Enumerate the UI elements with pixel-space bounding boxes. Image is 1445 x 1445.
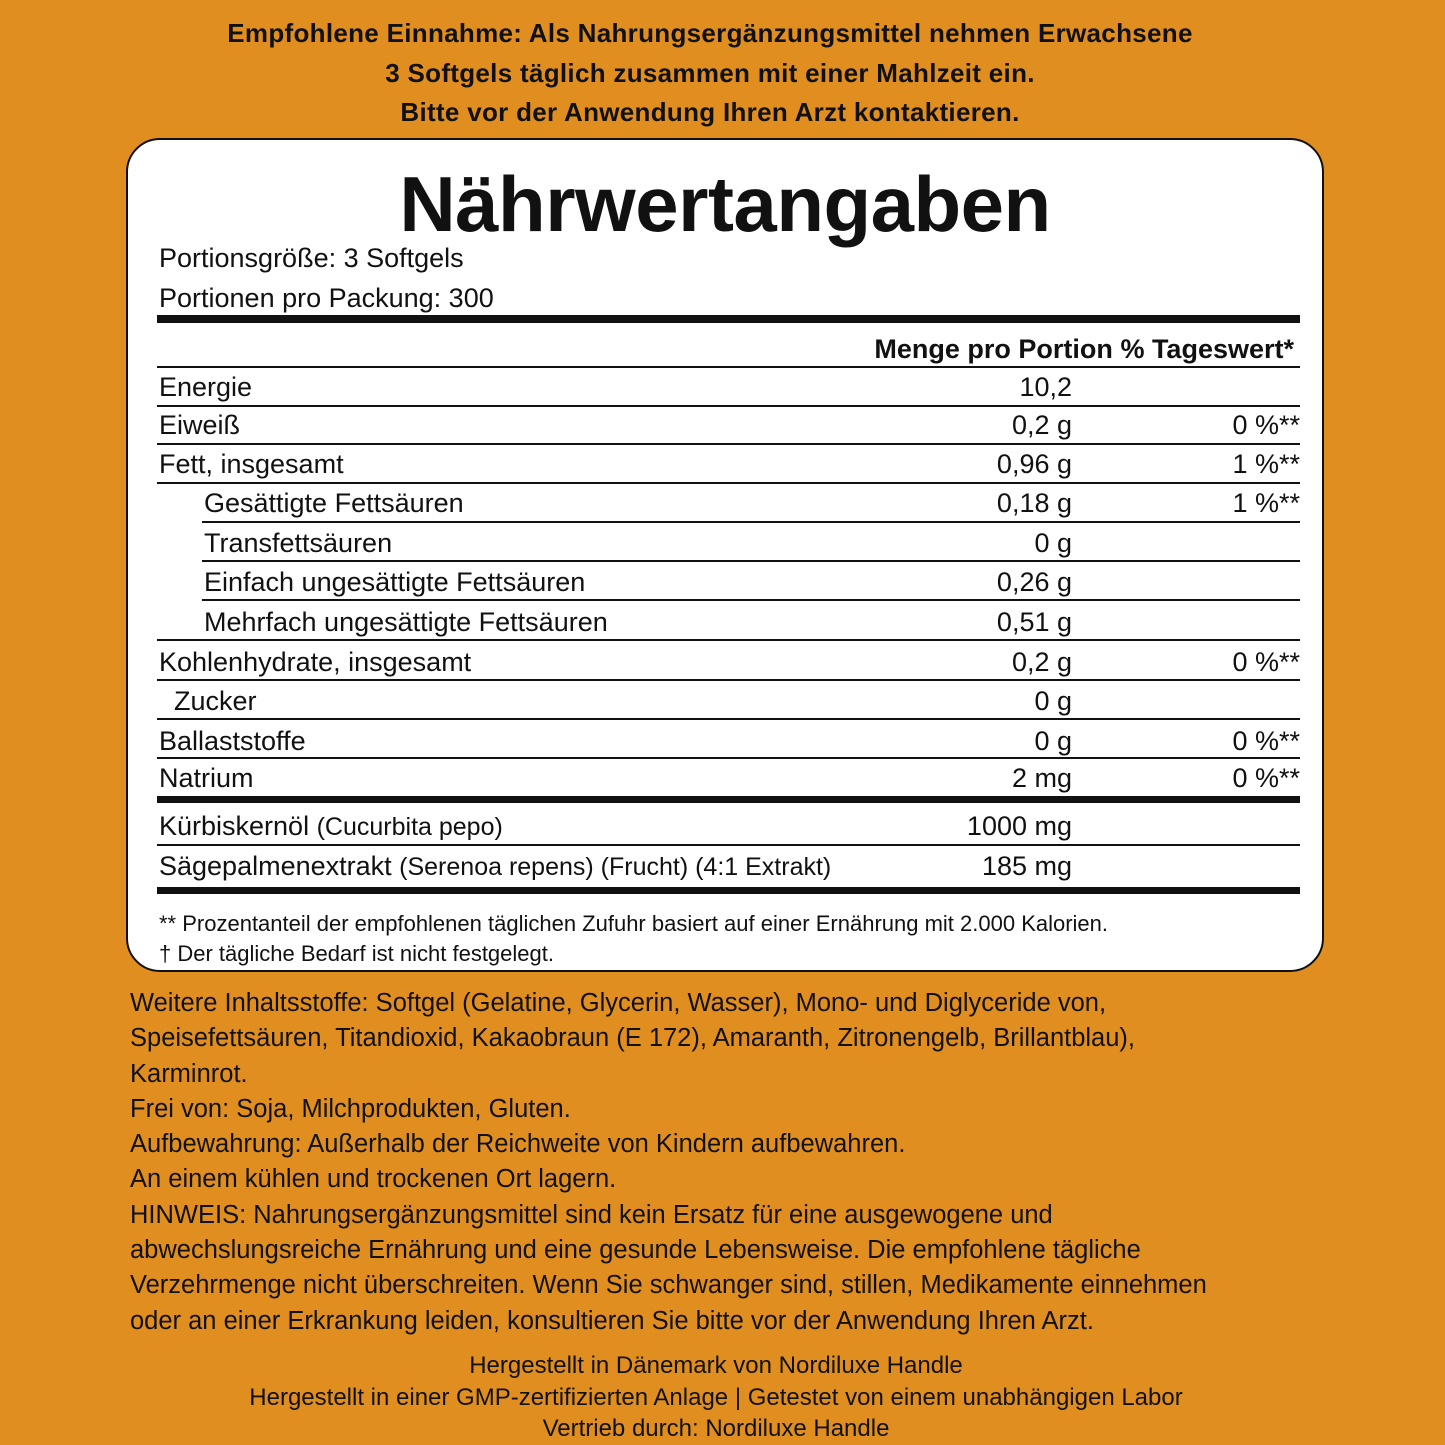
divider-thick [157,315,1300,323]
credit-line-1: Hergestellt in Dänemark von Nordiluxe Handle [469,1352,963,1379]
nutrient-label: Zucker [174,686,257,716]
servings-per-pack: Portionen pro Packung: 300 [159,283,494,313]
nutrient-label: Fett, insgesamt [159,449,344,479]
nutrient-label: Ballaststoffe [159,726,306,756]
info-line: abwechslungsreiche Ernährung und eine gesunde Lebensweise. Die empfohlene tägliche [130,1236,1141,1265]
divider [202,560,1300,562]
credit-line-3: Vertrieb durch: Nordiluxe Handle [542,1415,890,1442]
nutrient-dv: 0 %** [1232,410,1300,440]
nutrient-label: Gesättigte Fettsäuren [204,488,464,518]
product-info [130,986,1330,1339]
nutrient-amount: 0 g [1034,686,1072,716]
ingredient-amount: 1000 mg [966,811,1072,841]
ingredient-row-kuerbiskernoel [159,809,1300,843]
nutrient-amount: 10,2 [1019,372,1072,402]
nutrient-row-eiweiss [159,408,1300,442]
nutrition-facts-panel [126,138,1324,972]
col-dv-header: % Tageswert* [1120,334,1294,364]
nutrient-row-fett [159,447,1300,481]
nutrient-row-einfach [159,565,1300,599]
info-line: Frei von: Soja, Milchprodukten, Gluten. [130,1094,571,1123]
nutrient-amount: 0,2 g [1011,410,1072,440]
ingredient-name: Kürbiskernöl [159,811,310,841]
info-line: Aufbewahrung: Außerhalb der Reichweite von Kindern aufbewahren. [130,1130,906,1159]
nutrient-row-trans [159,526,1300,560]
nutrient-amount: 0,18 g [996,488,1072,518]
nutrient-dv: 0 %** [1232,647,1300,677]
nutrient-label: Natrium [159,763,254,793]
nutrient-row-kohlenhydrate [159,645,1300,679]
nutrient-dv: 0 %** [1232,763,1300,793]
manufacturer-credits [0,1350,1432,1445]
ingredient-detail: (Serenoa repens) (Frucht) (4:1 Extrakt) [399,853,832,881]
info-line: Karminrot. [130,1059,248,1088]
column-headers [874,332,1294,366]
nutrient-amount: 2 mg [1011,763,1072,793]
divider [202,599,1300,601]
divider [157,757,1300,759]
nutrient-row-energie [159,370,1300,404]
col-amount-header: Menge pro Portion [874,334,1113,364]
intake-line-2: 3 Softgels täglich zusammen mit einer Mahlzeit ein. [385,57,1035,88]
nutrient-amount: 0,96 g [996,449,1072,479]
info-line: Weitere Inhaltsstoffe: Softgel (Gelatine, Glycerin, Wasser), Mono- und Diglyceride von, [130,989,1107,1017]
divider-thick [157,887,1300,894]
info-line: HINWEIS: Nahrungsergänzungsmittel sind kein Ersatz für eine ausgewogene und [130,1200,1053,1229]
intake-line-3: Bitte vor der Anwendung Ihren Arzt kontaktieren. [400,97,1020,127]
footnote-dagger: † Der tägliche Bedarf ist nicht festgelegt. [159,941,554,966]
nutrient-row-zucker [159,684,1300,718]
info-line: Speisefettsäuren, Titandioxid, Kakaobraun (E 172), Amaranth, Zitronengelb, Brillantblau), [130,1024,1135,1053]
panel-title: Nährwertangaben [399,160,1051,248]
info-line: Verzehrmenge nicht überschreiten. Wenn Sie schwanger sind, stillen, Medikamente einnehmen [130,1271,1207,1300]
ingredient-detail: (Cucurbita pepo) [316,813,503,841]
nutrient-row-ballaststoffe [159,724,1300,758]
divider-thick [157,796,1300,803]
nutrient-label: Energie [159,372,253,402]
intake-line-1: Empfohlene Einnahme: Als Nahrungsergänzungsmittel nehmen Erwachsene [227,18,1193,48]
footnote-dv: ** Prozentanteil der empfohlenen täglichen Zufuhr basiert auf einer Ernährung mit 2.000 Kalorien. [159,911,1109,936]
divider [157,844,1300,846]
nutrient-row-gesaettigte [159,486,1300,520]
credit-line-2: Hergestellt in einer GMP-zertifizierten Anlage | Getestet von einem unabhängigen Labor [249,1383,1183,1411]
nutrient-row-mehrfach [159,605,1300,639]
divider [157,405,1300,407]
intake-instructions [0,14,1420,133]
divider [157,366,1300,368]
nutrient-dv: 1 %** [1232,488,1300,518]
nutrient-row-natrium [159,761,1300,795]
nutrient-amount: 0,26 g [996,567,1072,597]
nutrient-amount: 0 g [1034,528,1072,558]
divider [157,482,1300,484]
divider [157,718,1300,720]
nutrient-label: Eiweiß [159,410,241,440]
nutrient-dv: 0 %** [1232,726,1300,756]
ingredient-row-saegepalmenextrakt [159,849,1300,883]
divider [202,521,1300,523]
nutrient-amount: 0,51 g [996,607,1072,637]
serving-size: Portionsgröße: 3 Softgels [159,243,464,273]
nutrient-amount: 0 g [1034,726,1072,756]
nutrient-label: Einfach ungesättigte Fettsäuren [204,567,586,597]
divider [157,639,1300,641]
ingredient-amount: 185 mg [981,851,1072,881]
nutrient-label: Mehrfach ungesättigte Fettsäuren [204,607,608,637]
nutrient-dv: 1 %** [1232,449,1300,479]
info-line: An einem kühlen und trockenen Ort lagern. [130,1165,617,1194]
nutrient-label: Transfettsäuren [204,528,393,558]
nutrient-label: Kohlenhydrate, insgesamt [159,647,472,677]
ingredient-name: Sägepalmenextrakt [159,851,392,881]
divider [157,679,1300,681]
info-line: oder an einer Erkrankung leiden, konsultieren Sie bitte vor der Anwendung Ihren Arzt. [130,1306,1094,1335]
divider [157,443,1300,445]
nutrient-amount: 0,2 g [1011,647,1072,677]
